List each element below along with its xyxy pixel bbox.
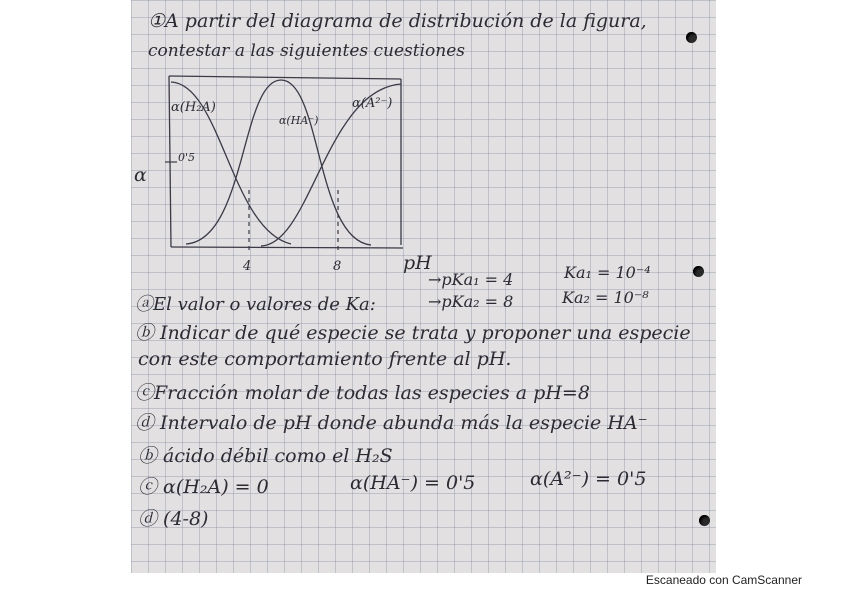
y-axis-label: α	[134, 164, 147, 186]
exercise-title-line2: contestar a las siguientes cuestiones	[148, 41, 466, 61]
answer-c-ha: α(HA⁻) = 0'5	[350, 472, 476, 494]
x-axis-label: pH	[403, 252, 432, 274]
question-b-line1: ⓑ Indicar de qué especie se trata y proponer una especie	[135, 322, 691, 344]
answer-b: ⓑ ácido débil como el H₂S	[138, 445, 393, 467]
pka2-value: →pKa₂ = 8	[428, 292, 514, 311]
answer-d: ⓓ (4-8)	[138, 508, 209, 530]
label-alpha-ha: α(HA⁻)	[279, 114, 319, 127]
x-axis-line	[171, 247, 403, 248]
question-a: ⓐEl valor o valores de Ka:	[135, 294, 376, 315]
ka1-value: Ka₁ = 10⁻⁴	[564, 263, 651, 282]
label-alpha-a2: α(A²⁻)	[352, 96, 393, 111]
label-alpha-h2a: α(H₂A)	[171, 100, 216, 115]
answer-c-h2a: ⓒ α(H₂A) = 0	[138, 476, 269, 498]
x-tick-label-8: 8	[333, 259, 342, 274]
x-tick-label-4: 4	[243, 259, 252, 274]
question-c: ⓒFracción molar de todas las especies a pH=8	[135, 382, 590, 404]
exercise-title-line1: ①A partir del diagrama de distribución de la figura,	[148, 10, 647, 32]
ka2-value: Ka₂ = 10⁻⁸	[562, 288, 649, 307]
question-b-line2: con este comportamiento frente al pH.	[138, 348, 512, 370]
scanner-watermark: Escaneado con CamScanner	[645, 573, 802, 587]
binder-hole-bottom	[699, 515, 710, 526]
tick-label-half: 0'5	[178, 151, 196, 164]
answer-c-a2: α(A²⁻) = 0'5	[530, 468, 647, 490]
pka1-value: →pKa₁ = 4	[428, 270, 514, 289]
question-d: ⓓ Intervalo de pH donde abunda más la especie HA⁻	[135, 412, 648, 434]
frame-top-line	[169, 76, 401, 79]
